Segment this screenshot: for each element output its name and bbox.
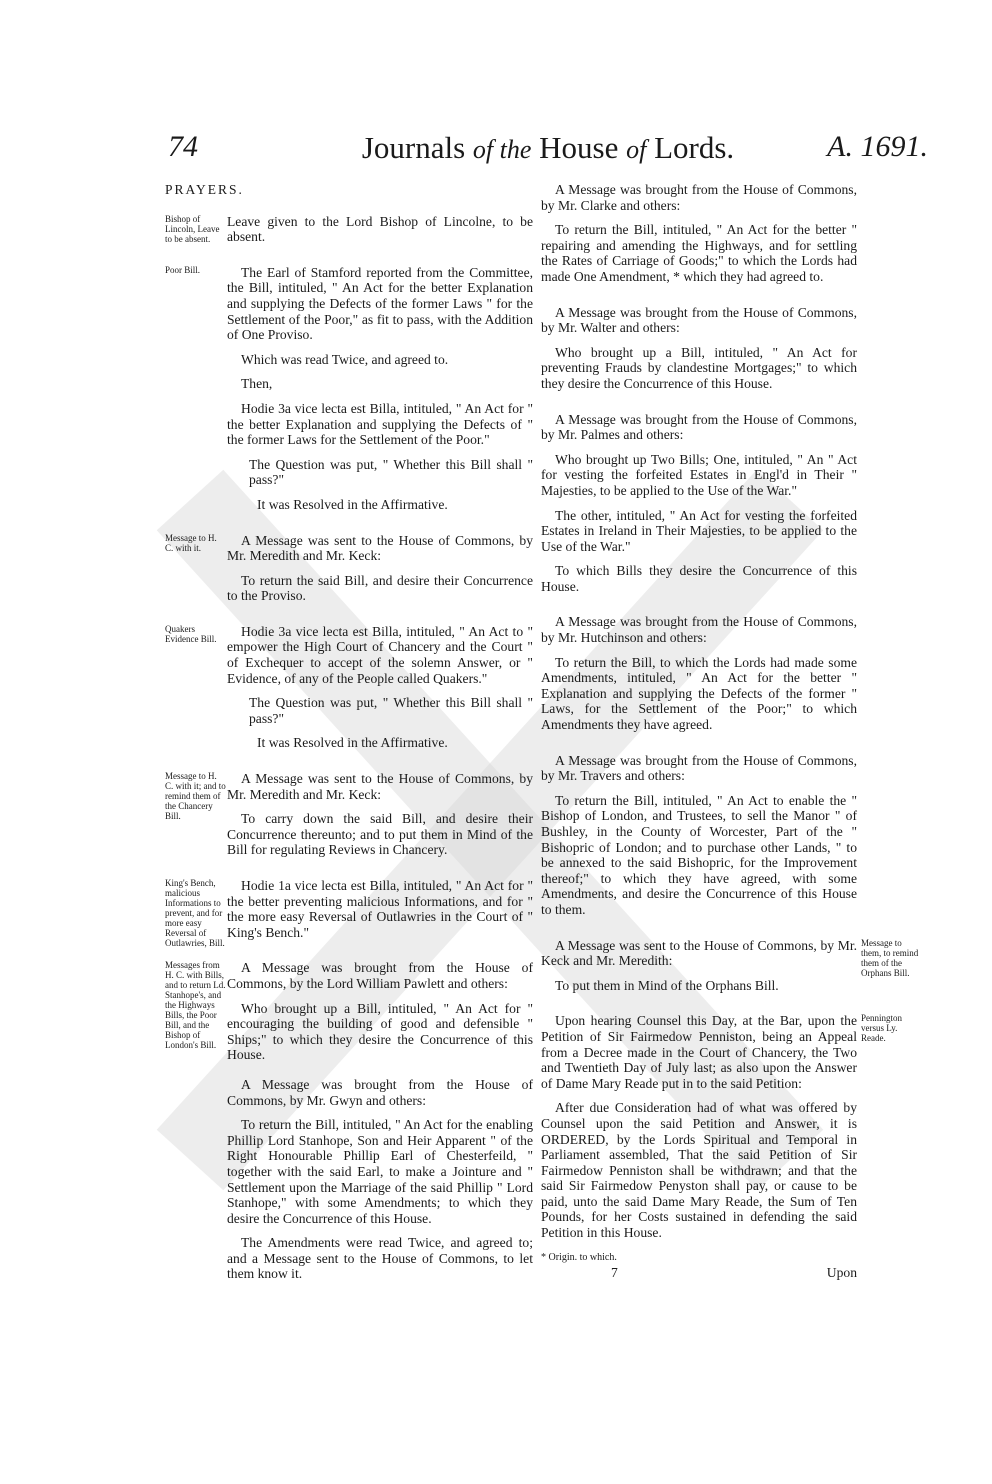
margin-note: Poor Bill.: [165, 264, 201, 275]
entry-bishop-leave: Bishop of Lincoln, Leave to be absent. Leave given to the Lord Bishop of Lincolne, to be absent.: [165, 213, 533, 245]
margin-note: Pennington versus Ly. Reade.: [861, 1013, 903, 1044]
entry-messages-from-hc: Messages from H. C. with Bills, and to return Ld. Stanhope's, and the Highways Bills, the Poor Bill, and the Bishop of London's Bill. A Message was brought from the House of Commons, by the Lord William Pawlett and others: Who brought up a Bill, intituled, " An Act for " encouraging the building of good and defensible " Ships;" to which they desire the Concurrence of this House.: [165, 960, 533, 1063]
entry-pennington: Pennington versus Ly. Reade. Upon hearing Counsel this Day, at the Bar, upon the Petition of Sir Fairmedow Penniston, being an Appeal from a Decree made in the Court of Chancery, the Two and Twentieth Day of July last; as also upon the Answer of Dame Mary Reade put in to the said Petition: After due Consideration had of what was offered by Counsel upon the said Petition and Answer, it is ORDERED, by the Lords Spiritual and Temporal in Parliament assembled, That the said Petition of Sir Fairmedow Penniston shall be withdrawn; and that the said Sir Fairmedow Penyston shall pay, or cause to be paid, unto the said Dame Mary Reade, the Sum of Ten Pounds, for her Costs sustained in defending the said Petition in this House.: [541, 1013, 857, 1240]
margin-note: Message to them, to remind them of the Orphans Bill.: [861, 937, 919, 978]
catchword: Upon: [826, 1265, 857, 1281]
entry-poor-bill: Poor Bill. The Earl of Stamford reported from the Committee, the Bill, intituled, " An Act for the better Explanation and supplying the Defects of the former Laws " for the Settlement of the Poor," as fit to pass, with the Addition of One Proviso. Which was read Twice, and agreed to. Then, Hodie 3a vice lecta est Billa, intituled, " An Act for " the better Explanation and supplying the Defects of " the former Laws for the Settlement of the Poor." The Question was put, " Whether this Bill shall " pass?" It was Resolved in the Affirmative.: [165, 264, 533, 512]
entry-quakers-bill: Quakers Evidence Bill. Hodie 3a vice lecta est Billa, intituled, " An Act to " empower the High Court of Chancery and the Court " of Exchequer to accept of the solemn Answer, or " Evidence, of any of the People called Quakers." The Question was put, " Whether this Bill shall " pass?" It was Resolved in the Affirmative.: [165, 623, 533, 751]
entry-poor-amendments: A Message was brought from the House of Commons, by Mr. Hutchinson and others: To return the Bill, to which the Lords had made some Amendments, intituled, " An Act for the better " Explanation and supplying the Defects of the former " Laws, for the Settlement of the Poor;" to which Amendments they have agreed.: [541, 614, 857, 733]
entry-mortgages: A Message was brought from the House of Commons, by Mr. Walter and others: Who brought up a Bill, intituled, " An Act for preventing Frauds by clandestine Mortgages;" to which they desire the Concurrence of this House.: [541, 304, 857, 391]
margin-note: Bishop of Lincoln, Leave to be absent.: [165, 213, 220, 244]
page-header: [168, 130, 928, 170]
journal-title: Journals of the House of Lords.: [361, 130, 735, 165]
left-column: [165, 182, 533, 1291]
margin-note: King's Bench, malicious Informations to prevent, and for more easy Reversal of Outlawries, Bill.: [165, 878, 225, 948]
entry-stanhope: A Message was brought from the House of Commons, by Mr. Gwyn and others: To return the Bill, intituled, " An Act for the enabling Phillip Lord Stanhope, Son and Heir Apparent " of the Right Honourable Phillip Earl of Chesterfeild, " together with the said Earl, to make a Jointure and " Settlement upon the Marriage of the said Phillip " Lord Stanhope," with some Amendments; to which they desire the Concurrence of this House. The Amendments were read Twice, and agreed to; and a Message sent to the House of Commons, to let them know it.: [227, 1076, 533, 1282]
entry-orphans-bill: Message to them, to remind them of the Orphans Bill. A Message was sent to the House of Commons, by Mr. Keck and Mr. Meredith: To put them in Mind of the Orphans Bill.: [541, 938, 857, 994]
entry-message-hc: Message to H. C. with it. A Message was sent to the House of Commons, by Mr. Meredith and Mr. Keck: To return the said Bill, and desire their Concurrence to the Proviso.: [165, 532, 533, 604]
entry-bishop-london: A Message was brought from the House of Commons, by Mr. Travers and others: To return the Bill, intituled, " An Act to enable the " Bishop of London, and Trustees, to sell the Manor " of Bushley, in the County of Worcester, Part of the " Bishopric of London; and to purchase other Lands, " to be annexed to the said Bishopric, for the Improvement thereof;" to which they have agreed, with some Amendments, and desire the Concurrence of this House to them.: [541, 752, 857, 917]
margin-note: Quakers Evidence Bill.: [165, 623, 217, 644]
entry-kings-bench: King's Bench, malicious Informations to prevent, and for more easy Reversal of Outlawries, Bill. Hodie 1a vice lecta est Billa, intituled, " An Act for " the better preventing malicious Informations, and for " the more easy Reversal of Outlawries in the Court of " King's Bench.": [165, 878, 533, 948]
entry-highways: A Message was brought from the House of Commons, by Mr. Clarke and others: To return the Bill, intituled, " An Act for the better " repairing and amending the Highways, and for settling the Rates of Carriage of Goods;" to which the Lords had made One Amendment, * which they had agreed to.: [541, 182, 857, 284]
year: A. 1691.: [827, 130, 928, 163]
page-foot: [541, 1265, 857, 1283]
margin-note: Messages from H. C. with Bills, and to return Ld. Stanhope's, and the Highways Bills, the Poor Bill, and the Bishop of London's Bill.: [165, 960, 226, 1051]
margin-note: Message to H. C. with it; and to remind them of the Chancery Bill.: [165, 771, 226, 822]
footnote: * Origin. to which.: [541, 1251, 617, 1263]
entry-forfeited-estates: A Message was brought from the House of Commons, by Mr. Palmes and others: Who brought up Two Bills; One, intituled, " An " Act for vesting the forfeited Estates in Engl'd in Their " Majesties, to be applied to the Use of the War." The other, intituled, " An Act for vesting the forfeited Estates in Ireland in Their Majesties, to be applied to the Use of the War." To which Bills they desire the Concurrence of this House.: [541, 411, 857, 594]
prayers-heading: PRAYERS.: [165, 182, 244, 197]
page-number: 74: [168, 130, 198, 163]
margin-note: Message to H. C. with it.: [165, 532, 217, 553]
entry-chancery-message: Message to H. C. with it; and to remind them of the Chancery Bill. A Message was sent to the House of Commons, by Mr. Meredith and Mr. Keck: To carry down the said Bill, and desire their Concurrence thereunto; and to put them in Mind of the Bill for regulating Reviews in Chancery.: [165, 771, 533, 858]
signature-mark: 7: [611, 1265, 618, 1281]
right-column: [541, 182, 919, 1283]
